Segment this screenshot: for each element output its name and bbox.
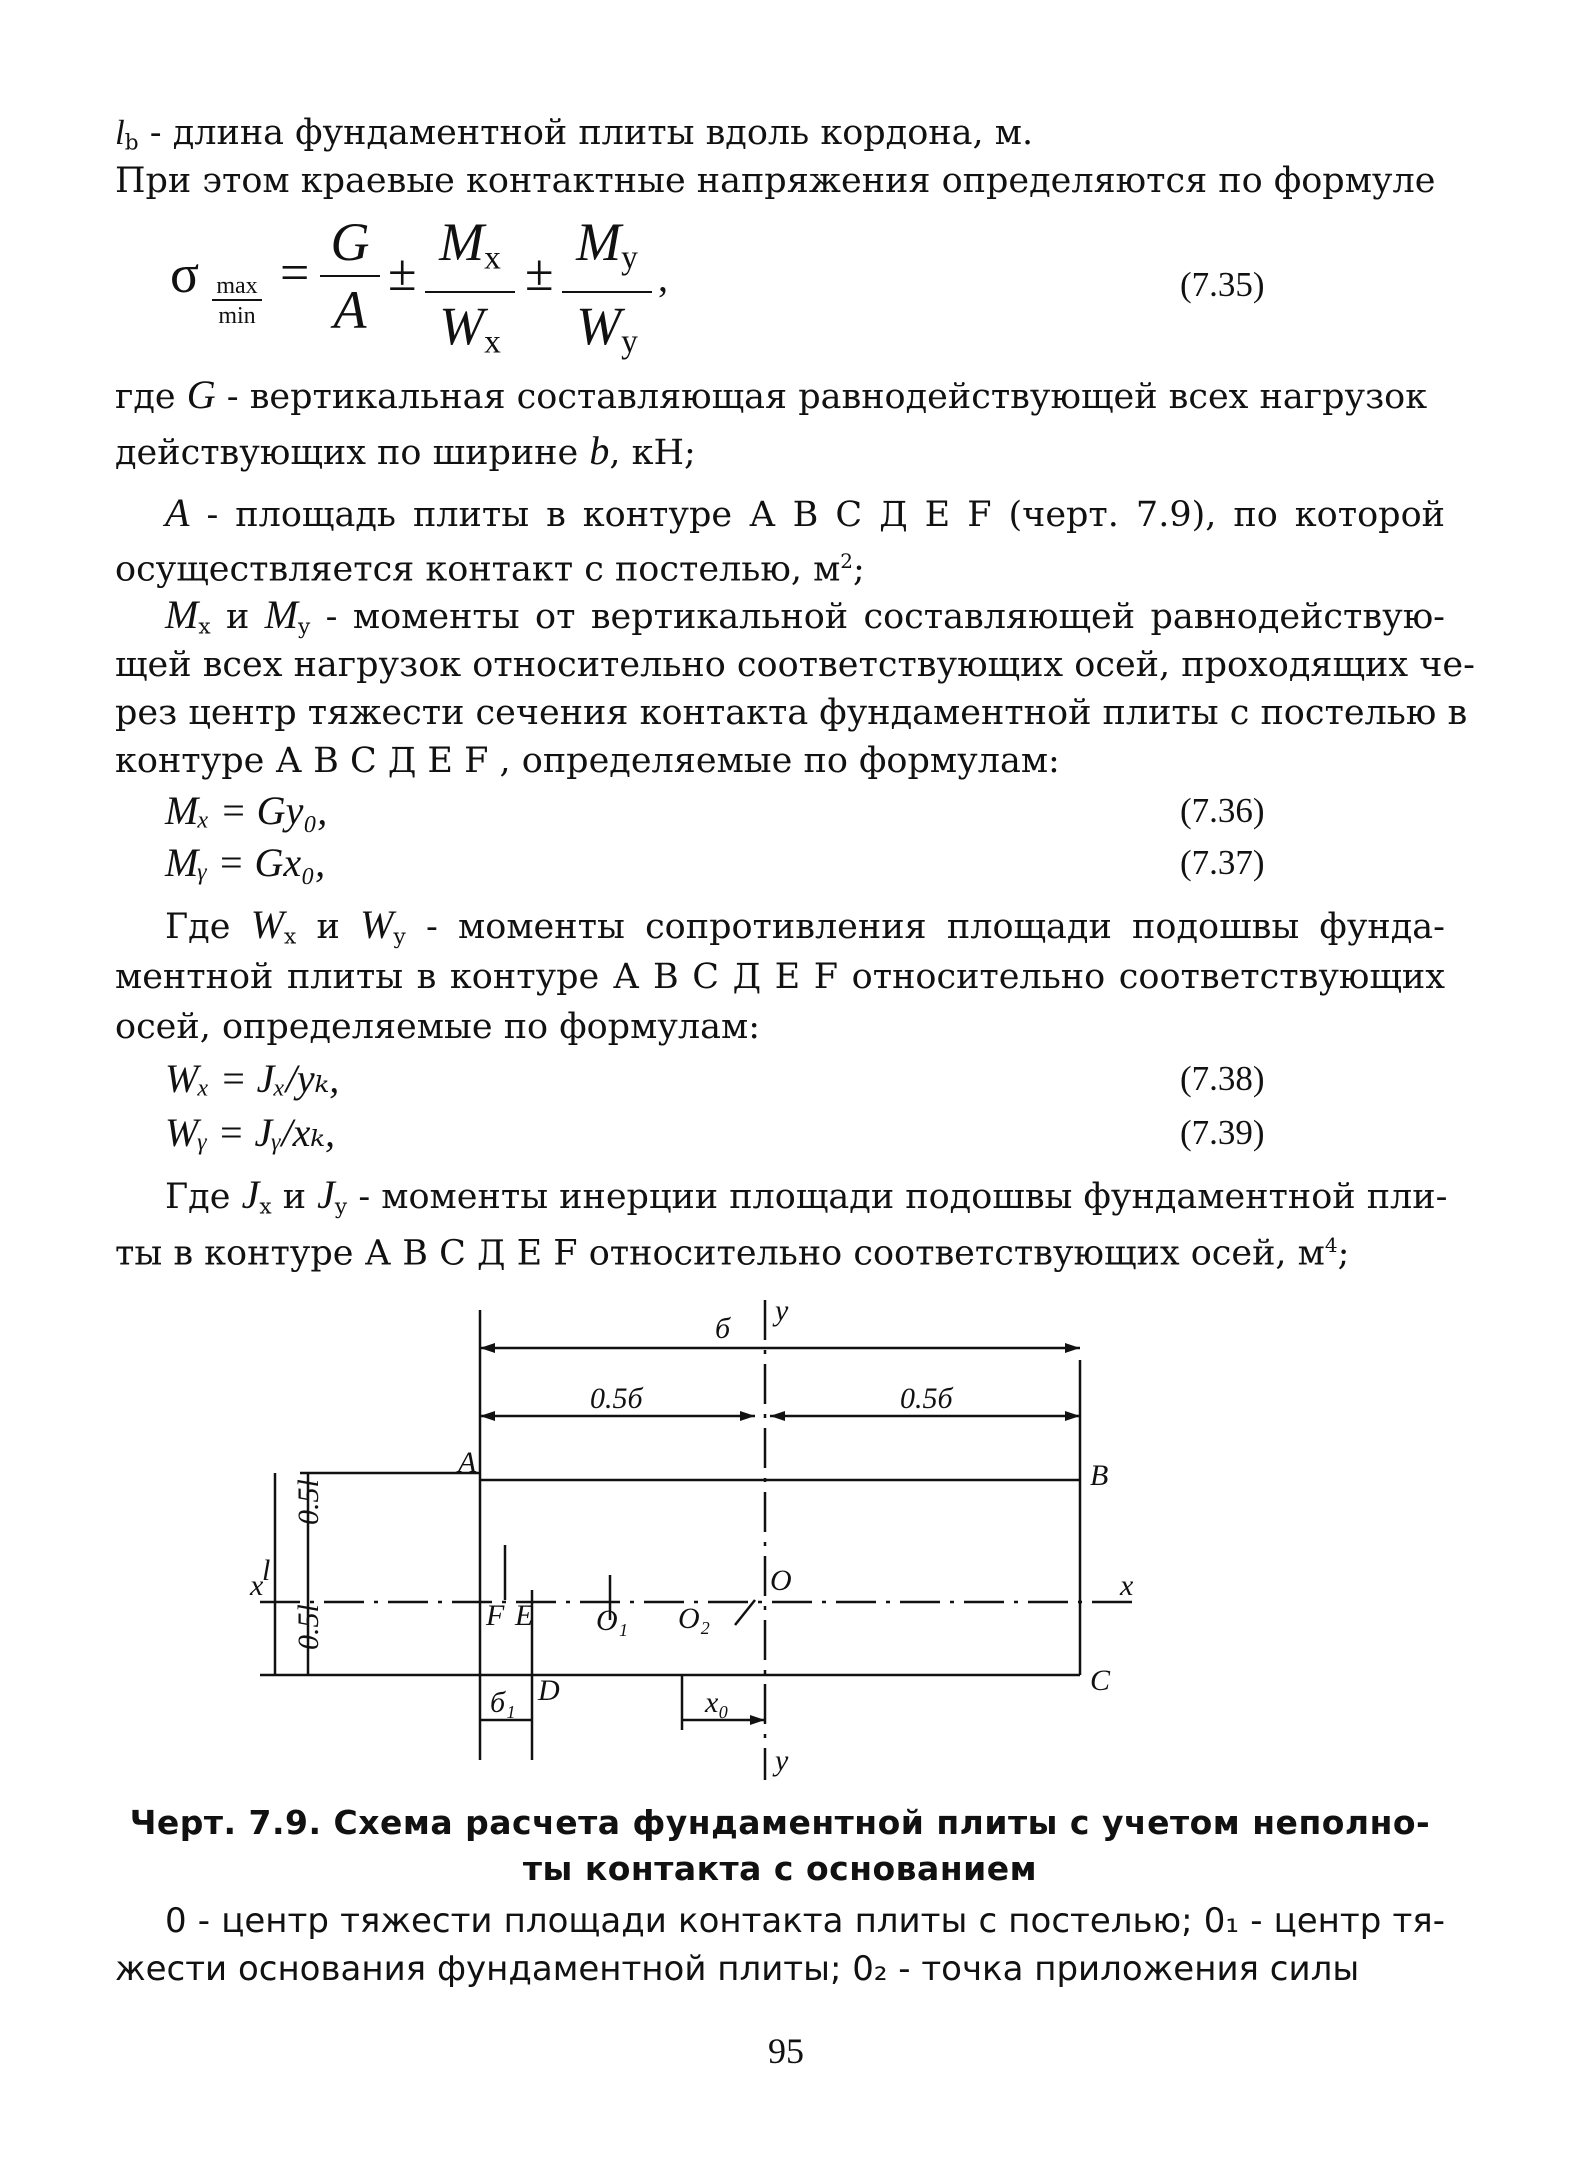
text-line-1-rest: - длина фундаментной плиты вдоль кордона, м. (138, 113, 1034, 153)
symbol-l: l (115, 113, 125, 152)
text-line-5: A - площадь плиты в контуре А В С Д Е F (черт. 7.9), по которой (165, 490, 1445, 535)
arrow-b-right (1065, 1343, 1080, 1353)
equals-sign: = (280, 245, 310, 302)
label-d: D (538, 1674, 560, 1707)
symbol-b: b (589, 428, 610, 473)
text-line-2: При этом краевые контактные напряжения определяются по формуле (115, 161, 1436, 201)
formula-7-39: Wᵧ = Jᵧ/xₖ, (165, 1110, 335, 1155)
equation-number-7-37: (7.37) (1180, 843, 1265, 882)
label-y-top: y (775, 1294, 789, 1327)
label-b1: б₁ (490, 1686, 516, 1719)
label-l-vertical: l (262, 1554, 271, 1587)
plus-minus-2: ± (525, 245, 554, 302)
o2-leader (735, 1600, 755, 1625)
text-line-13: осей, определяемые по формулам: (115, 1007, 761, 1047)
equation-number-7-38: (7.38) (1180, 1059, 1265, 1098)
label-f: F (486, 1599, 505, 1632)
label-a: A (458, 1446, 477, 1479)
label-b: б (715, 1312, 731, 1345)
fraction-2-numerator-sub: x (484, 239, 501, 277)
equation-number-7-39: (7.39) (1180, 1113, 1265, 1152)
symbol-g: G (186, 372, 216, 417)
formula-comma: , (658, 255, 668, 300)
text-line-6: осуществляется контакт с постелью, $м^2$; (115, 549, 865, 590)
fraction-3-numerator: M (576, 212, 622, 272)
fraction-3-denominator: W (576, 296, 622, 357)
foundation-slab-diagram (250, 1280, 1160, 1780)
formula-7-36: Mₓ = Gy₀, (165, 788, 328, 833)
sigma-symbol: σ (170, 244, 200, 304)
text-line-10: контуре А В С Д Е F , определяемые по формулам: (115, 741, 1060, 781)
text-line-14: Где $J_x$ и $J_y$ - моменты инерции площади подошвы фундаментной пли- (165, 1172, 1448, 1220)
label-half-vert-top: 0.5l (292, 1479, 325, 1525)
text-line-11: Где $W_x$ и $W_y$ - моменты сопротивления площади подошвы фунда- (165, 902, 1445, 950)
arrow-half-right-end (1065, 1411, 1080, 1421)
page-number: 95 (768, 2031, 804, 2071)
text-line-15: ты в контуре А В С Д Е F относительно соответствующих осей, $м^4$; (115, 1233, 1350, 1274)
label-half-right: 0.5б (900, 1382, 953, 1415)
fraction-2-numerator: M (439, 212, 485, 272)
label-o1: O₁ (596, 1604, 629, 1637)
label-half-left: 0.5б (590, 1382, 643, 1415)
fraction-2-denominator-sub: x (484, 323, 501, 361)
fraction-g-over-a (320, 213, 380, 339)
label-e: E (515, 1599, 534, 1632)
label-half-vert-bottom: 0.5l (292, 1604, 325, 1650)
fraction-3-denominator-sub: y (621, 323, 638, 361)
arrow-half-right-start (770, 1411, 785, 1421)
fraction-1-denominator: A (333, 280, 367, 340)
symbol-l-sub: b (124, 130, 139, 156)
arrow-half-left-end (740, 1411, 755, 1421)
figure-caption-line-2: ты контакта с основанием (522, 1849, 1038, 1888)
label-o2: O₂ (678, 1602, 711, 1635)
text-line-4: действующих по ширине b, кН; (115, 428, 696, 473)
figure-note-line-2: жести основания фундаментной плиты; 0₂ - точка приложения силы (115, 1949, 1360, 1989)
text-line-9: рез центр тяжести сечения контакта фундаментной плиты с постелью в (115, 693, 1468, 733)
label-b-corner: B (1090, 1459, 1109, 1492)
symbol-a: A (165, 490, 190, 535)
arrow-x0-end (750, 1715, 765, 1725)
label-x-right: x (1120, 1569, 1134, 1602)
equation-number-7-35: (7.35) (1180, 265, 1265, 304)
text-line-3: где G - вертикальная составляющая равнодействующей всех нагрузок (115, 372, 1428, 417)
label-x0: x₀ (705, 1686, 729, 1719)
text-line-12: ментной плиты в контуре А В С Д Е F относительно соответствующих (115, 957, 1445, 997)
text-line-7: $M_x$ и $M_y$ - моменты от вертикальной составляющей равнодействую- (165, 592, 1445, 640)
plus-minus-1: ± (388, 245, 417, 302)
fraction-1-numerator: G (330, 212, 370, 272)
label-o: O (770, 1564, 792, 1597)
text-line-8: щей всех нагрузок относительно соответствующих осей, проходящих че- (115, 645, 1475, 685)
figure-caption-line-1: Черт. 7.9. Схема расчета фундаментной плиты с учетом неполно- (129, 1803, 1431, 1842)
formula-7-37: Mᵧ = Gx₀, (165, 840, 326, 885)
label-x-left: x (250, 1569, 264, 1602)
arrow-b-left (480, 1343, 495, 1353)
formula-7-38: Wₓ = Jₓ/yₖ, (165, 1056, 340, 1101)
fraction-3-numerator-sub: y (621, 239, 638, 277)
figure-note-line-1: 0 - центр тяжести площади контакта плиты с постелью; 0₁ - центр тя- (165, 1901, 1445, 1941)
formula-7-35 (170, 205, 1470, 361)
fraction-my-over-wy (562, 213, 652, 372)
arrow-half-left-start (480, 1411, 495, 1421)
equation-number-7-36: (7.36) (1180, 791, 1265, 830)
label-y-bottom: y (775, 1744, 789, 1777)
sigma-sub-max: max (212, 273, 262, 301)
fraction-2-denominator: W (439, 296, 485, 357)
sigma-sub-min: min (218, 303, 256, 329)
fraction-mx-over-wx (425, 213, 515, 372)
label-c: C (1090, 1664, 1111, 1697)
